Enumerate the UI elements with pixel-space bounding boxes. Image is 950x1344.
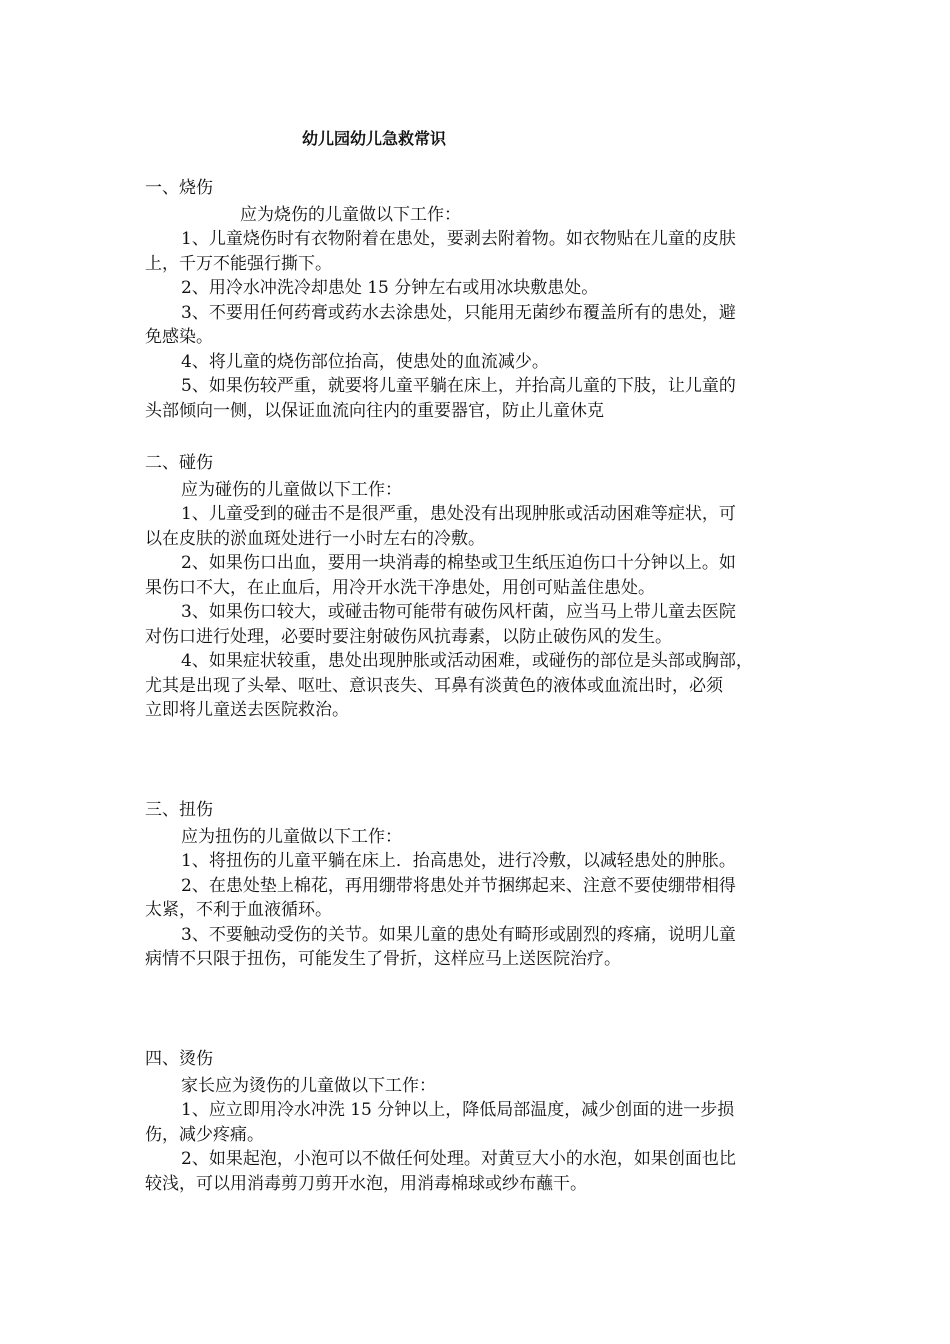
- section-intro: 应为扭伤的儿童做以下工作：: [181, 826, 402, 847]
- paragraph-line: 5、如果伤较严重，就要将儿童平躺在床上，并抬高儿童的下肢，让儿童的: [181, 376, 736, 396]
- paragraph-line: 上，千万不能强行撕下。: [145, 253, 332, 274]
- paragraph-line: 1、应立即用冷水冲洗 15 分钟以上，降低局部温度，减少创面的进一步损: [181, 1100, 735, 1120]
- paragraph-line: 对伤口进行处理，必要时要注射破伤风抗毒素，以防止破伤风的发生。: [145, 626, 672, 647]
- section-intro: 应为烧伤的儿童做以下工作：: [240, 204, 461, 225]
- section-heading: 一、烧伤: [145, 178, 213, 198]
- section-heading: 二、碰伤: [145, 453, 213, 473]
- paragraph-line: 头部倾向一侧，以保证血流向往内的重要器官，防止儿童休克: [145, 400, 604, 421]
- list-item: [145, 1098, 810, 1147]
- paragraph-line: 4、如果症状较重，患处出现肿胀或活动困难，或碰伤的部位是头部或胸部，: [181, 651, 753, 671]
- paragraph-line: 以在皮肤的淤血斑处进行一小时左右的冷敷。: [145, 528, 485, 549]
- list-item: [145, 923, 810, 972]
- document-title: 幼儿园幼儿急救常识: [302, 129, 447, 148]
- paragraph-line: 较浅，可以用消毒剪刀剪开水泡，用消毒棉球或纱布蘸干。: [145, 1173, 587, 1194]
- list-item: [145, 374, 810, 423]
- list-item: [145, 350, 810, 375]
- section-burns: [145, 176, 810, 423]
- list-item: [145, 600, 810, 649]
- section-heading: 三、扭伤: [145, 800, 213, 820]
- section-heading: 四、烫伤: [145, 1049, 213, 1069]
- section-intro: 家长应为烫伤的儿童做以下工作：: [181, 1075, 436, 1096]
- paragraph-line: 伤，减少疼痛。: [145, 1124, 264, 1145]
- paragraph-line: 2、在患处垫上棉花，再用绷带将患处并节捆绑起来、注意不要使绷带相得: [181, 875, 736, 896]
- list-item: [145, 301, 810, 350]
- paragraph-line: 3、如果伤口较大，或碰击物可能带有破伤风杆菌，应当马上带儿童去医院: [181, 602, 736, 622]
- paragraph-line: 2、如果起泡，小泡可以不做任何处理。对黄豆大小的水泡，如果创面也比: [181, 1149, 736, 1169]
- paragraph-line: 免感染。: [145, 327, 213, 347]
- paragraph-line: 1、将扭伤的儿童平躺在床上．抬高患处，进行冷敷，以减轻患处的肿胀。: [181, 851, 736, 871]
- list-item: [145, 502, 810, 551]
- paragraph-line: 3、不要触动受伤的关节。如果儿童的患处有畸形或剧烈的疼痛，说明儿童: [181, 924, 736, 945]
- section-scalds: [145, 1047, 810, 1196]
- paragraph-line: 病情不只限于扭伤，可能发生了骨折，这样应马上送医院治疗。: [145, 949, 621, 969]
- list-item: [145, 874, 810, 923]
- paragraph-line: 果伤口不大，在止血后，用冷开水洗干净患处，用创可贴盖住患处。: [145, 577, 655, 598]
- paragraph-line: 4、将儿童的烧伤部位抬高，使患处的血流减少。: [181, 351, 549, 372]
- paragraph-line: 立即将儿童送去医院救治。: [145, 700, 349, 720]
- paragraph-line: 太紧，不利于血液循环。: [145, 900, 332, 920]
- list-item: [145, 227, 810, 276]
- paragraph-line: 2、用冷水冲洗冷却患处 15 分钟左右或用冰块敷患处。: [181, 278, 599, 298]
- list-item: [145, 1147, 810, 1196]
- paragraph-line: 1、儿童受到的碰击不是很严重，患处没有出现肿胀或活动困难等症状，可: [181, 504, 736, 524]
- list-item: [145, 649, 810, 723]
- list-item: [145, 551, 810, 600]
- paragraph-line: 2、如果伤口出血，要用一块消毒的棉垫或卫生纸压迫伤口十分钟以上。如: [181, 553, 736, 573]
- paragraph-line: 3、不要用任何药膏或药水去涂患处，只能用无菌纱布覆盖所有的患处，避: [181, 302, 736, 323]
- list-item: [145, 849, 810, 874]
- section-intro: 应为碰伤的儿童做以下工作：: [181, 479, 402, 500]
- section-bruises: [145, 451, 810, 723]
- paragraph-line: 尤其是出现了头晕、呕吐、意识丧失、耳鼻有淡黄色的液体或血流出时，必须: [145, 675, 723, 696]
- section-sprains: [145, 798, 810, 972]
- paragraph-line: 1、儿童烧伤时有衣物附着在患处，要剥去附着物。如衣物贴在儿童的皮肤: [181, 229, 736, 249]
- list-item: [145, 276, 810, 301]
